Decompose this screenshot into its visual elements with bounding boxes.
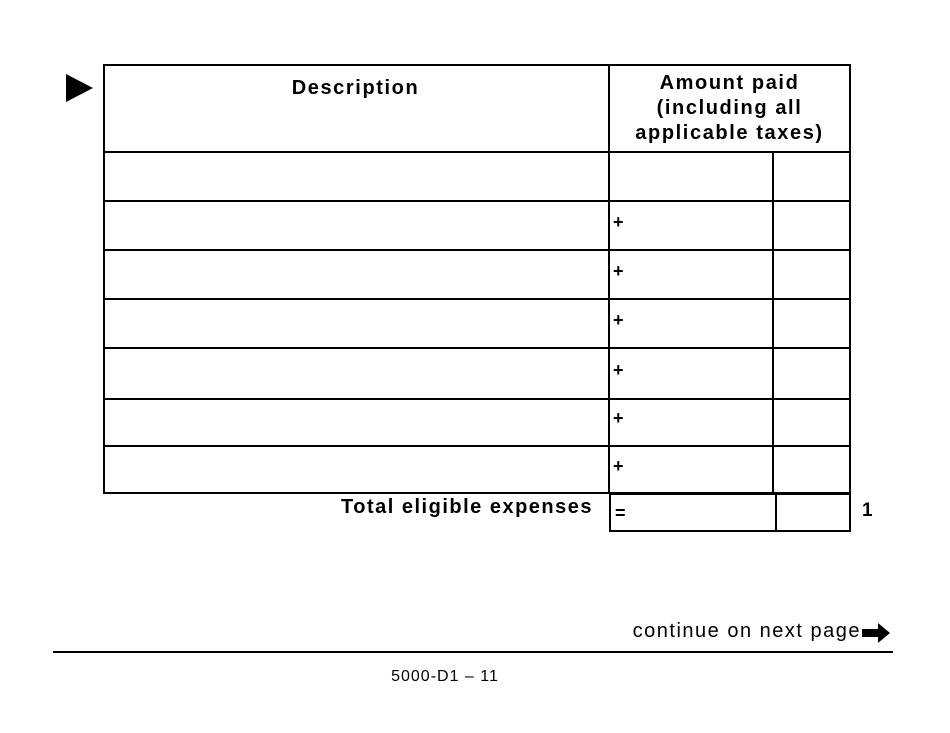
total-eligible-expenses-label: Total eligible expenses (341, 496, 593, 518)
arrow-right-icon (862, 623, 892, 643)
amount-dollars-field-4[interactable] (610, 300, 772, 347)
equals-sign: = (615, 503, 626, 523)
description-header: Description (291, 77, 420, 99)
expenses-table (103, 64, 851, 494)
amount-dollars-field-6[interactable] (610, 400, 772, 445)
description-field-2[interactable] (105, 202, 608, 249)
description-field-4[interactable] (105, 300, 608, 347)
amount-cents-field-5[interactable] (774, 349, 849, 398)
plus-sign: + (613, 456, 624, 476)
plus-sign: + (613, 212, 624, 232)
amount-cents-field-6[interactable] (774, 400, 849, 445)
amount-dollars-field-7[interactable] (610, 447, 772, 492)
amount-cents-field-3[interactable] (774, 251, 849, 298)
footer-divider (53, 651, 893, 653)
amount-dollars-field-1[interactable] (610, 153, 772, 200)
plus-sign: + (613, 408, 624, 428)
description-field-5[interactable] (105, 349, 608, 398)
amount-dollars-field-5[interactable] (610, 349, 772, 398)
description-field-3[interactable] (105, 251, 608, 298)
line-number: 1 (862, 500, 873, 521)
description-field-6[interactable] (105, 400, 608, 445)
continue-text: continue on next page (632, 620, 861, 642)
description-field-7[interactable] (105, 447, 608, 492)
amount-paid-header (610, 71, 849, 146)
amount-cents-field-4[interactable] (774, 300, 849, 347)
total-dollars-field[interactable] (611, 495, 775, 530)
amount-cents-field-1[interactable] (774, 153, 849, 200)
total-box (609, 493, 851, 532)
total-cents-field[interactable] (777, 495, 849, 530)
plus-sign: + (613, 360, 624, 380)
amount-dollars-field-3[interactable] (610, 251, 772, 298)
amount-dollars-field-2[interactable] (610, 202, 772, 249)
plus-sign: + (613, 261, 624, 281)
triangle-right-icon (66, 74, 93, 102)
amount-cents-field-2[interactable] (774, 202, 849, 249)
amount-header-line: Amount paid (659, 72, 800, 94)
form-page-number: 5000-D1 – 11 (391, 668, 499, 685)
amount-cents-field-7[interactable] (774, 447, 849, 492)
description-field-1[interactable] (105, 153, 608, 200)
amount-header-line: (including all (656, 97, 803, 119)
plus-sign: + (613, 310, 624, 330)
amount-header-line: applicable taxes) (635, 122, 824, 144)
